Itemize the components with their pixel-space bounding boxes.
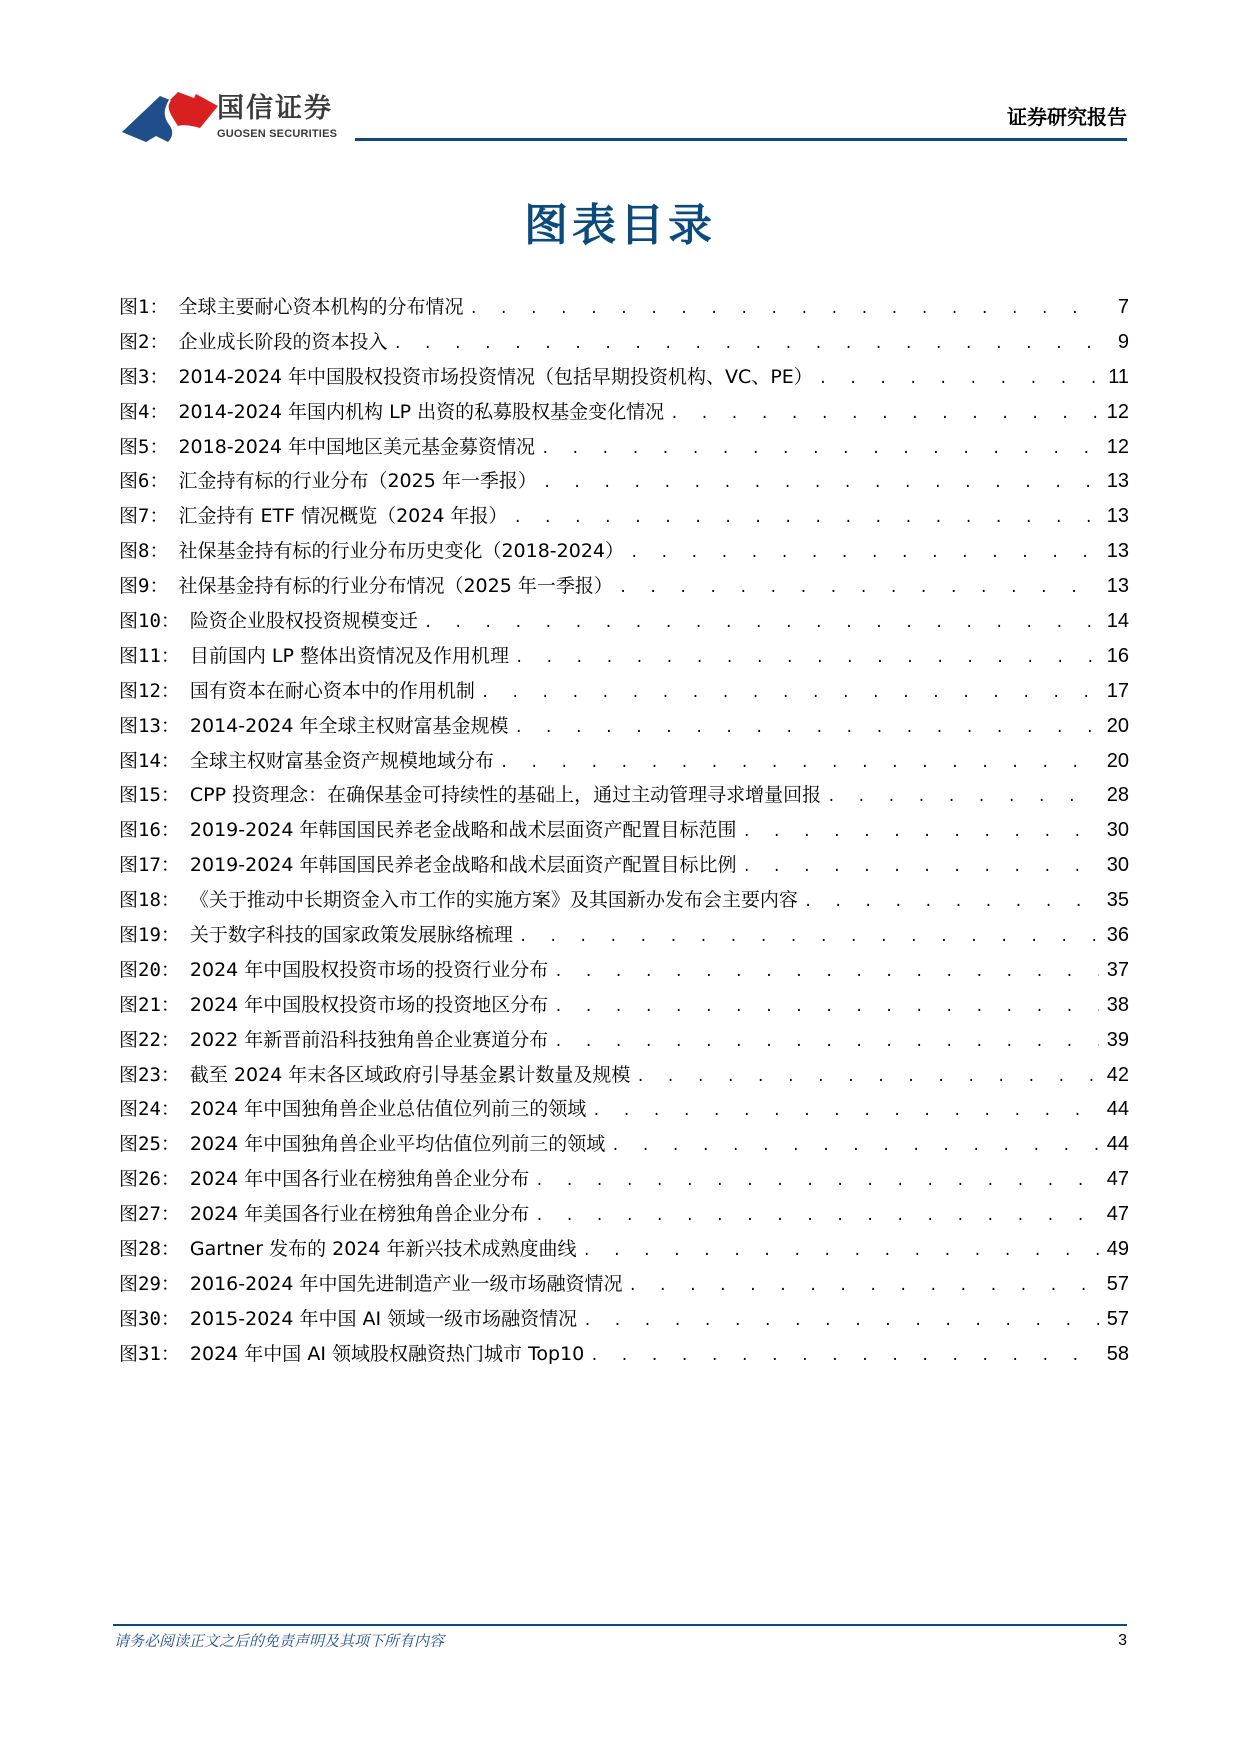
toc-entry-title[interactable]: 2024 年中国独角兽企业平均估值位列前三的领域	[189, 1133, 606, 1156]
toc-entry-page[interactable]: 20	[1106, 749, 1129, 772]
toc-entry-page[interactable]: 37	[1106, 958, 1129, 981]
toc-dot-leader	[469, 292, 1099, 327]
toc-dot-leader	[519, 920, 1099, 955]
toc-entry-label: 图14：	[119, 749, 180, 772]
header-divider	[355, 138, 1127, 141]
toc-entry-title[interactable]: 汇金持有 ETF 情况概览（2024 年报）	[178, 505, 508, 528]
toc-dot-leader	[500, 746, 1099, 781]
toc-dot-leader	[535, 1199, 1099, 1234]
toc-entry[interactable]	[119, 1023, 1129, 1058]
toc-entry-page[interactable]: 14	[1106, 610, 1129, 633]
toc-dot-leader	[541, 432, 1099, 467]
toc-entry-page[interactable]: 44	[1106, 1098, 1129, 1121]
footer-divider	[113, 1624, 1127, 1626]
toc-entry-label: 图20：	[119, 958, 180, 981]
toc-dot-leader	[743, 815, 1100, 850]
toc-entry-label: 图13：	[119, 714, 180, 737]
toc-entry[interactable]	[119, 1197, 1129, 1232]
toc-entry[interactable]	[119, 883, 1129, 918]
toc-entry-label: 图1：	[119, 296, 169, 318]
toc-entry[interactable]	[119, 360, 1129, 395]
page-title: 图表目录	[524, 200, 716, 251]
toc-entry-title[interactable]: 社保基金持有标的行业分布情况（2025 年一季报）	[178, 575, 613, 598]
toc-entry-page[interactable]: 57	[1106, 1272, 1129, 1295]
toc-entry-label: 图19：	[119, 924, 180, 947]
toc-entry[interactable]	[119, 1337, 1129, 1372]
toc-entry[interactable]	[119, 639, 1129, 674]
toc-entry-title[interactable]: 2014-2024 年中国股权投资市场投资情况（包括早期投资机构、VC、PE）	[178, 365, 813, 388]
toc-dot-leader	[630, 536, 1099, 571]
toc-entry-title[interactable]: 2014-2024 年全球主权财富基金规模	[189, 714, 509, 737]
figure-table-of-contents	[119, 290, 1129, 1372]
toc-entry[interactable]	[119, 1127, 1129, 1162]
guosen-logo-icon	[120, 88, 220, 144]
toc-entry[interactable]	[119, 499, 1129, 534]
toc-entry-page[interactable]: 12	[1106, 400, 1129, 423]
toc-entry[interactable]	[119, 918, 1129, 953]
toc-entry-page[interactable]: 12	[1106, 435, 1129, 458]
toc-entry-label: 图21：	[119, 993, 180, 1016]
toc-entry-page[interactable]: 13	[1106, 470, 1129, 493]
toc-dot-leader	[611, 1129, 1099, 1164]
toc-dot-leader	[827, 780, 1099, 815]
toc-dot-leader	[592, 1094, 1099, 1129]
toc-entry-label: 图16：	[119, 819, 180, 842]
toc-entry-label: 图29：	[119, 1272, 180, 1295]
toc-entry-title[interactable]: 2024 年中国 AI 领域股权融资热门城市 Top10	[189, 1342, 585, 1365]
toc-entry-label: 图4：	[119, 400, 169, 423]
toc-entry-title[interactable]: 险资企业股权投资规模变迁	[189, 610, 418, 633]
toc-entry[interactable]	[119, 1302, 1129, 1337]
toc-entry[interactable]	[119, 813, 1129, 848]
toc-entry-title[interactable]: 国有资本在耐心资本中的作用机制	[189, 679, 475, 702]
toc-entry-label: 图11：	[119, 644, 180, 667]
toc-entry[interactable]	[119, 1058, 1129, 1093]
toc-entry-page[interactable]: 16	[1106, 644, 1129, 667]
toc-entry-title[interactable]: 社保基金持有标的行业分布历史变化（2018-2024）	[178, 540, 625, 563]
toc-dot-leader	[804, 885, 1099, 920]
toc-entry[interactable]	[119, 1162, 1129, 1197]
toc-dot-leader	[515, 641, 1099, 676]
toc-entry-page[interactable]: 57	[1106, 1307, 1129, 1330]
toc-entry-title[interactable]: 2024 年中国股权投资市场的投资地区分布	[189, 993, 549, 1016]
toc-entry-title[interactable]: 全球主要耐心资本机构的分布情况	[178, 296, 464, 318]
toc-entry-title[interactable]: 截至 2024 年末各区域政府引导基金累计数量及规模	[189, 1063, 631, 1086]
toc-entry-label: 图9：	[119, 575, 169, 598]
toc-entry-label: 图23：	[119, 1063, 180, 1086]
toc-entry-page[interactable]: 38	[1106, 993, 1129, 1016]
toc-entry-title[interactable]: 关于数字科技的国家政策发展脉络梳理	[189, 924, 513, 947]
toc-entry-page[interactable]: 11	[1108, 365, 1129, 388]
toc-entry-page[interactable]: 47	[1106, 1168, 1129, 1191]
toc-dot-leader	[554, 990, 1099, 1025]
toc-entry[interactable]	[119, 953, 1129, 988]
toc-entry[interactable]	[119, 569, 1129, 604]
toc-dot-leader	[535, 1164, 1099, 1199]
toc-entry-title[interactable]: 2019-2024 年韩国国民养老金战略和战术层面资产配置目标比例	[189, 854, 737, 877]
toc-entry-title[interactable]: 企业成长阶段的资本投入	[178, 330, 388, 353]
toc-entry-label: 图10：	[119, 610, 180, 633]
toc-entry-label: 图6：	[119, 470, 169, 493]
toc-entry[interactable]	[119, 395, 1129, 430]
toc-entry-title[interactable]: 2018-2024 年中国地区美元基金募资情况	[178, 435, 536, 458]
toc-entry[interactable]	[119, 430, 1129, 465]
toc-entry-label: 图27：	[119, 1203, 180, 1226]
toc-entry-page[interactable]: 36	[1106, 924, 1129, 947]
toc-entry-title[interactable]: 2024 年中国独角兽企业总估值位列前三的领域	[189, 1098, 587, 1121]
page-number: 3	[1118, 1632, 1127, 1649]
toc-dot-leader	[743, 850, 1100, 885]
toc-dot-leader	[543, 466, 1099, 501]
toc-dot-leader	[513, 501, 1099, 536]
toc-entry-title[interactable]: 2016-2024 年中国先进制造产业一级市场融资情况	[189, 1272, 623, 1295]
toc-dot-leader	[629, 1269, 1100, 1304]
toc-entry[interactable]	[119, 464, 1129, 499]
toc-entry-label: 图18：	[119, 889, 180, 912]
footer-disclaimer: 请务必阅读正文之后的免责声明及其项下所有内容	[114, 1632, 445, 1650]
toc-entry-page[interactable]: 28	[1106, 784, 1129, 807]
toc-entry-label: 图3：	[119, 365, 169, 388]
toc-entry-page[interactable]: 7	[1117, 296, 1129, 318]
page-header	[0, 0, 1240, 150]
toc-entry-label: 图17：	[119, 854, 180, 877]
toc-entry-page[interactable]: 47	[1106, 1203, 1129, 1226]
toc-entry-title[interactable]: 2014-2024 年国内机构 LP 出资的私募股权基金变化情况	[178, 400, 665, 423]
toc-entry-page[interactable]: 35	[1106, 889, 1129, 912]
toc-entry-label: 图5：	[119, 435, 169, 458]
toc-entry-page[interactable]: 42	[1106, 1063, 1129, 1086]
toc-entry-page[interactable]: 58	[1106, 1342, 1129, 1365]
toc-entry[interactable]	[119, 988, 1129, 1023]
toc-entry-label: 图26：	[119, 1168, 180, 1191]
toc-entry-title[interactable]: 2019-2024 年韩国国民养老金战略和战术层面资产配置目标范围	[189, 819, 737, 842]
toc-entry-page[interactable]: 20	[1106, 714, 1129, 737]
toc-entry[interactable]	[119, 325, 1129, 360]
toc-entry[interactable]	[119, 1267, 1129, 1302]
toc-entry-label: 图15：	[119, 784, 180, 807]
toc-dot-leader	[670, 397, 1099, 432]
toc-dot-leader	[481, 676, 1099, 711]
logo-chinese-name: 国信证券	[217, 93, 333, 124]
toc-entry-label: 图22：	[119, 1028, 180, 1051]
toc-entry-title[interactable]: 2024 年美国各行业在榜独角兽企业分布	[189, 1203, 530, 1226]
toc-entry-page[interactable]: 44	[1106, 1133, 1129, 1156]
toc-entry-title[interactable]: 汇金持有标的行业分布（2025 年一季报）	[178, 470, 537, 493]
toc-entry[interactable]	[119, 1232, 1129, 1267]
toc-entry-page[interactable]: 49	[1106, 1238, 1129, 1261]
toc-entry-page[interactable]: 30	[1106, 854, 1129, 877]
logo-english-name: GUOSEN SECURITIES	[217, 128, 338, 140]
toc-entry-title[interactable]: 2024 年中国各行业在榜独角兽企业分布	[189, 1168, 530, 1191]
toc-entry-label: 图28：	[119, 1238, 180, 1261]
toc-entry[interactable]	[119, 778, 1129, 813]
toc-entry[interactable]	[119, 744, 1129, 779]
toc-entry-page[interactable]: 39	[1106, 1028, 1129, 1051]
toc-entry-label: 图25：	[119, 1133, 180, 1156]
toc-entry-title[interactable]: 2024 年中国股权投资市场的投资行业分布	[189, 958, 549, 981]
toc-dot-leader	[583, 1234, 1099, 1269]
toc-entry-title[interactable]: CPP 投资理念：在确保基金可持续性的基础上，通过主动管理寻求增量回报	[189, 784, 822, 807]
toc-dot-leader	[636, 1060, 1099, 1095]
toc-dot-leader	[515, 711, 1100, 746]
toc-entry-label: 图2：	[119, 330, 169, 353]
toc-entry-title[interactable]: 全球主权财富基金资产规模地域分布	[189, 749, 494, 772]
toc-entry[interactable]	[119, 534, 1129, 569]
toc-dot-leader	[619, 571, 1099, 606]
toc-dot-leader	[590, 1339, 1099, 1374]
toc-entry-page[interactable]: 9	[1117, 330, 1129, 353]
toc-dot-leader	[554, 955, 1099, 990]
toc-entry-title[interactable]: Gartner 发布的 2024 年新兴技术成熟度曲线	[189, 1238, 577, 1261]
toc-dot-leader	[583, 1304, 1099, 1339]
toc-dot-leader	[554, 1025, 1099, 1060]
toc-entry-label: 图24：	[119, 1098, 180, 1121]
toc-entry[interactable]	[119, 1092, 1129, 1127]
toc-entry[interactable]	[119, 709, 1129, 744]
toc-dot-leader	[819, 362, 1099, 397]
toc-entry-title[interactable]: 2022 年新晋前沿科技独角兽企业赛道分布	[189, 1028, 549, 1051]
toc-entry[interactable]	[119, 604, 1129, 639]
toc-entry-title[interactable]: 《关于推动中长期资金入市工作的实施方案》及其国新办发布会主要内容	[189, 889, 798, 912]
toc-entry-label: 图7：	[119, 505, 169, 528]
toc-entry-label: 图31：	[119, 1342, 180, 1365]
toc-entry-page[interactable]: 13	[1106, 540, 1129, 563]
toc-entry[interactable]	[119, 290, 1129, 325]
toc-entry-page[interactable]: 13	[1106, 575, 1129, 598]
report-type-label: 证券研究报告	[1007, 105, 1127, 129]
toc-entry-label: 图12：	[119, 679, 180, 702]
toc-entry-label: 图8：	[119, 540, 169, 563]
toc-entry-page[interactable]: 17	[1106, 679, 1129, 702]
toc-entry-title[interactable]: 目前国内 LP 整体出资情况及作用机理	[189, 644, 510, 667]
toc-entry[interactable]	[119, 848, 1129, 883]
toc-entry[interactable]	[119, 674, 1129, 709]
toc-dot-leader	[393, 327, 1099, 362]
toc-entry-title[interactable]: 2015-2024 年中国 AI 领域一级市场融资情况	[189, 1307, 578, 1330]
toc-entry-page[interactable]: 13	[1106, 505, 1129, 528]
toc-dot-leader	[424, 606, 1099, 641]
toc-entry-page[interactable]: 30	[1106, 819, 1129, 842]
toc-entry-label: 图30：	[119, 1307, 180, 1330]
